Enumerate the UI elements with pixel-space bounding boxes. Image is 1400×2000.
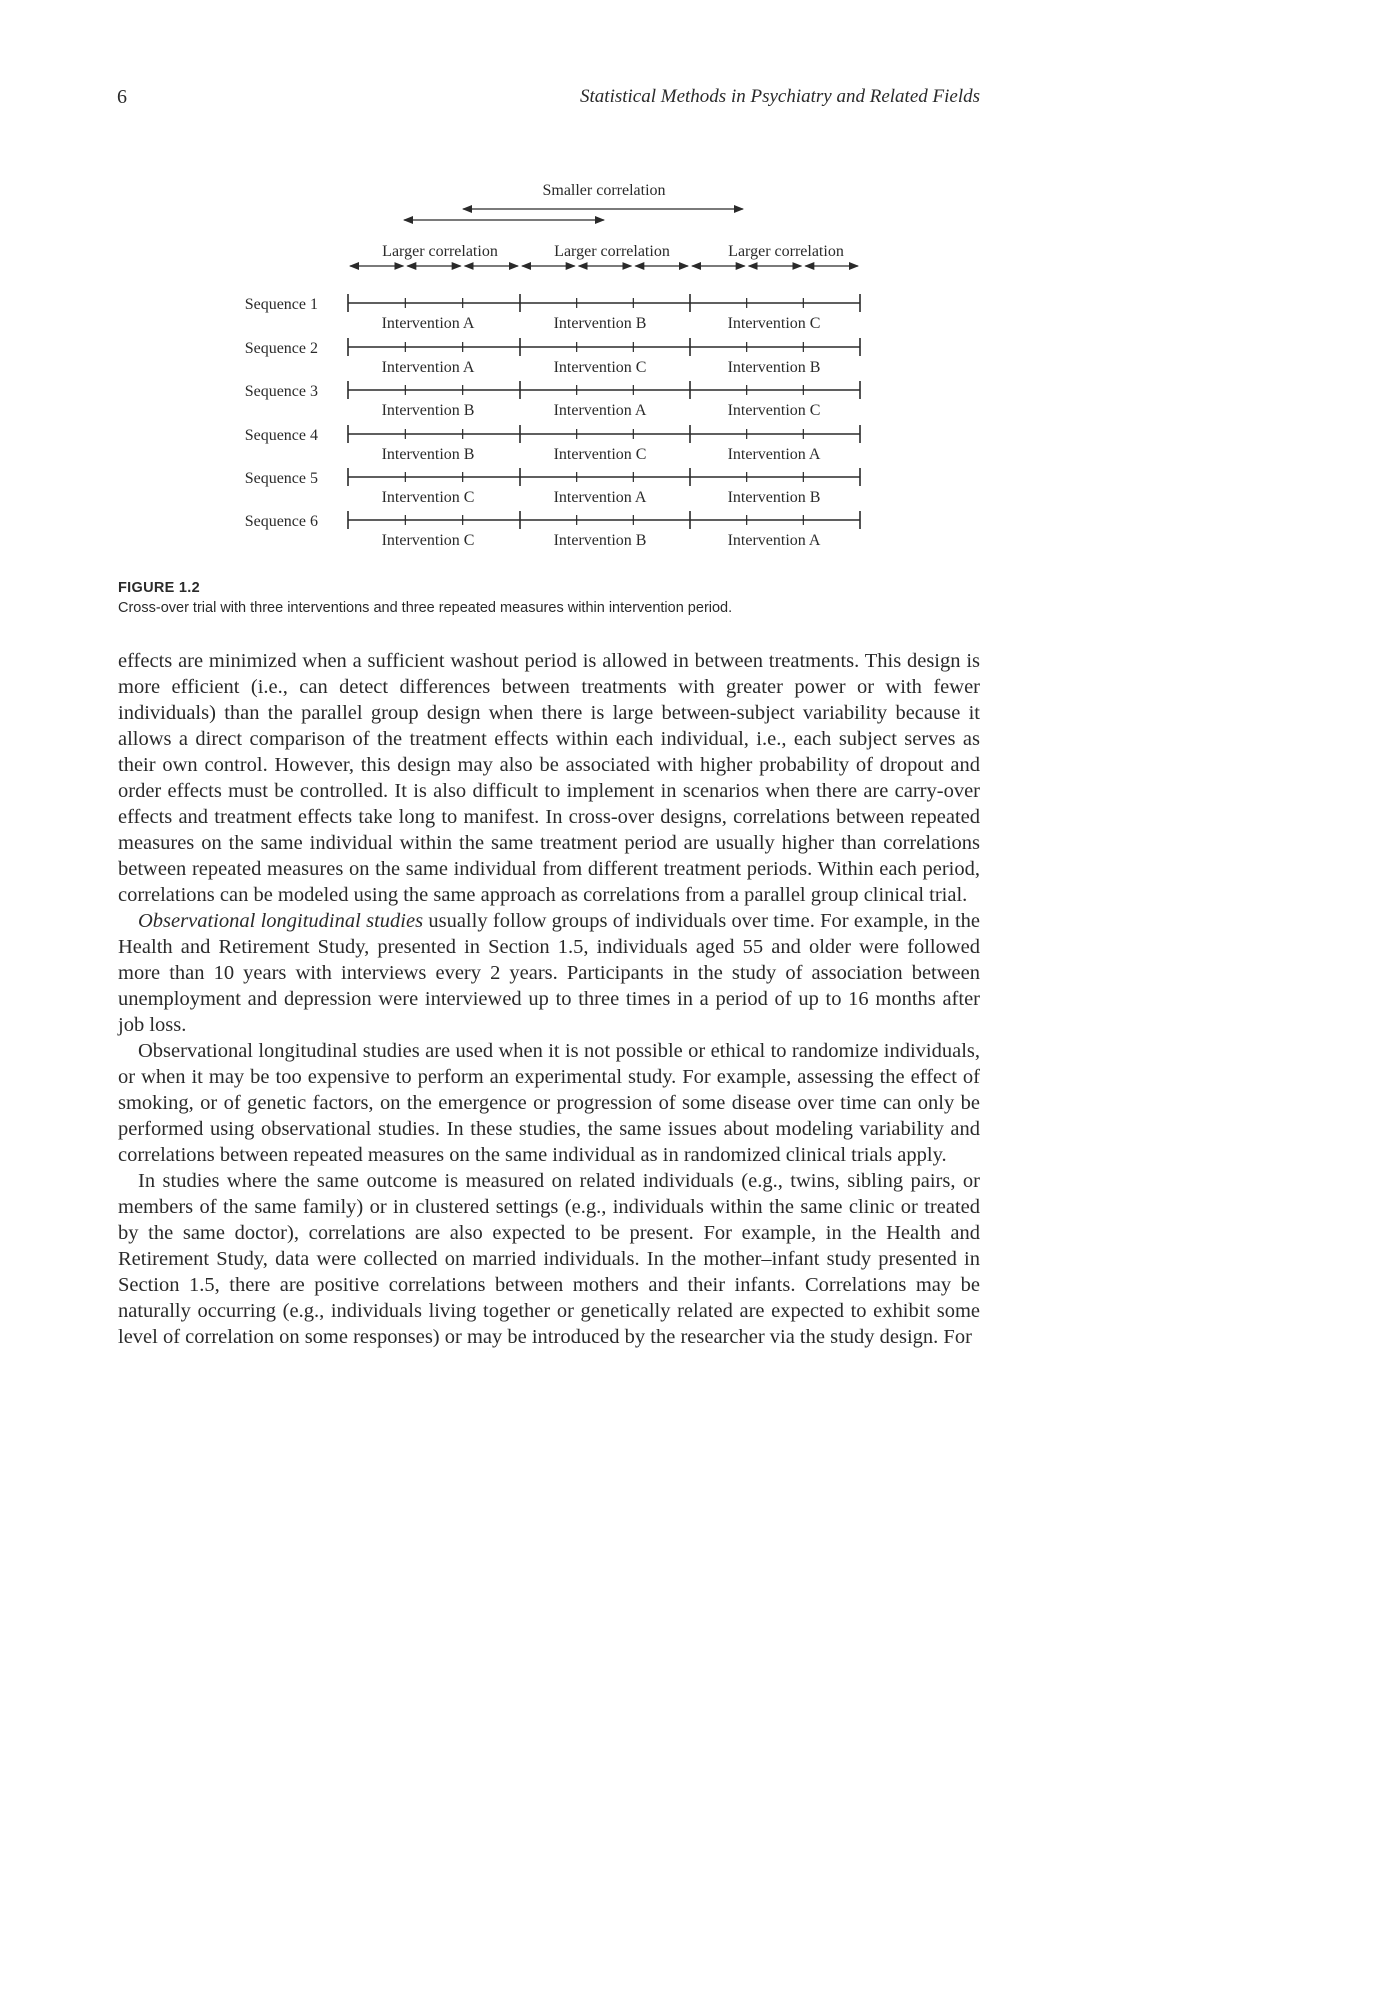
intervention-label: Intervention A xyxy=(727,532,821,549)
intervention-label: Intervention B xyxy=(727,359,821,376)
sequence-label: Sequence 3 xyxy=(244,383,318,400)
intervention-label: Intervention A xyxy=(553,489,647,506)
body-text xyxy=(118,648,980,1350)
intervention-label: Intervention B xyxy=(553,532,647,549)
sequence-row xyxy=(245,381,860,419)
page-number: 6 xyxy=(117,86,127,108)
intervention-label: Intervention A xyxy=(727,446,821,463)
sequence-label: Sequence 4 xyxy=(244,427,318,444)
intervention-label: Intervention A xyxy=(381,359,475,376)
sequence-label: Sequence 5 xyxy=(244,470,318,487)
intervention-label: Intervention C xyxy=(553,446,647,463)
intervention-label: Intervention B xyxy=(381,402,475,419)
smaller-correlation-label: Smaller correlation xyxy=(542,182,666,199)
figure xyxy=(0,170,1100,570)
larger-correlation-label: Larger correlation xyxy=(728,243,844,260)
sequence-label: Sequence 1 xyxy=(244,296,318,313)
intervention-label: Intervention C xyxy=(727,315,821,332)
intervention-label: Intervention C xyxy=(381,532,475,549)
sequence-row xyxy=(245,511,860,549)
paragraph-3: Observational longitudinal studies are used when it is not possible or ethical to randomize individuals, or when it may be too expensive to perform an experimental study. For example, assessing the effect of smoking, or of genetic factors, on the emergence or progression of some disease over time can only be performed using observational studies. In these studies, the same issues about modeling variability and correlations between repeated measures on the same individual as in randomized clinical trials apply. xyxy=(118,1040,980,1166)
paragraph-2-italic: Observational longitudinal studies xyxy=(138,910,424,932)
figure-caption-text: Cross-over trial with three interventions and three repeated measures within intervention period. xyxy=(118,600,733,616)
intervention-label: Intervention A xyxy=(553,402,647,419)
sequence-label: Sequence 6 xyxy=(244,513,318,530)
intervention-label: Intervention C xyxy=(553,359,647,376)
paragraph-2 xyxy=(118,908,980,1038)
intervention-label: Intervention B xyxy=(381,446,475,463)
sequence-row xyxy=(245,468,860,506)
intervention-label: Intervention B xyxy=(553,315,647,332)
intervention-label: Intervention A xyxy=(381,315,475,332)
sequence-row xyxy=(245,425,860,463)
larger-correlation-label: Larger correlation xyxy=(554,243,670,260)
intervention-label: Intervention C xyxy=(727,402,821,419)
paragraph-2-text: usually follow groups of individuals over time. For example, in the Health and Retirement Study, presented in Section 1.5, individuals aged 55 and older were followed more than 10 years with interviews every 2 years. Participants in the study of association between unemployment and depression were interviewed up to three times in a period of up to 16 months after job loss. xyxy=(118,910,981,1036)
figure-caption-label: FIGURE 1.2 xyxy=(118,580,200,596)
paragraph-4: In studies where the same outcome is measured on related individuals (e.g., twins, sibling pairs, or members of the same family) or in clustered settings (e.g., individuals within the same clinic or treated by the same doctor), correlations are also expected to be present. For example, in the Health and Retirement Study, data were collected on married individuals. In the mother–infant study presented in Section 1.5, there are positive correlations between mothers and their infants. Correlations may be naturally occurring (e.g., individuals living together or genetically related are expected to exhibit some level of correlation on some responses) or may be introduced by the researcher via the study design. For xyxy=(118,1170,980,1348)
crossover-diagram xyxy=(0,170,1100,570)
sequence-label: Sequence 2 xyxy=(244,340,318,357)
intervention-label: Intervention C xyxy=(381,489,475,506)
larger-correlation-label: Larger correlation xyxy=(382,243,498,260)
intervention-label: Intervention B xyxy=(727,489,821,506)
running-title: Statistical Methods in Psychiatry and Related Fields xyxy=(580,86,980,107)
sequence-row xyxy=(245,294,860,332)
paragraph-1: effects are minimized when a sufficient washout period is allowed in between treatments. This design is more efficient (i.e., can detect differences between treatments with greater power or with fewer individuals) than the parallel group design when there is large between-subject variability because it allows a direct comparison of the treatment effects within each individual, i.e., each subject serves as their own control. However, this design may also be associated with higher probability of dropout and order effects must be controlled. It is also difficult to implement in scenarios when there are carry-over effects and treatment effects take long to manifest. In cross-over designs, correlations between repeated measures on the same individual within the same treatment period are usually higher than correlations between repeated measures on the same individual from different treatment periods. Within each period, correlations can be modeled using the same approach as correlations from a parallel group clinical trial. xyxy=(118,650,980,906)
sequence-row xyxy=(245,338,860,376)
